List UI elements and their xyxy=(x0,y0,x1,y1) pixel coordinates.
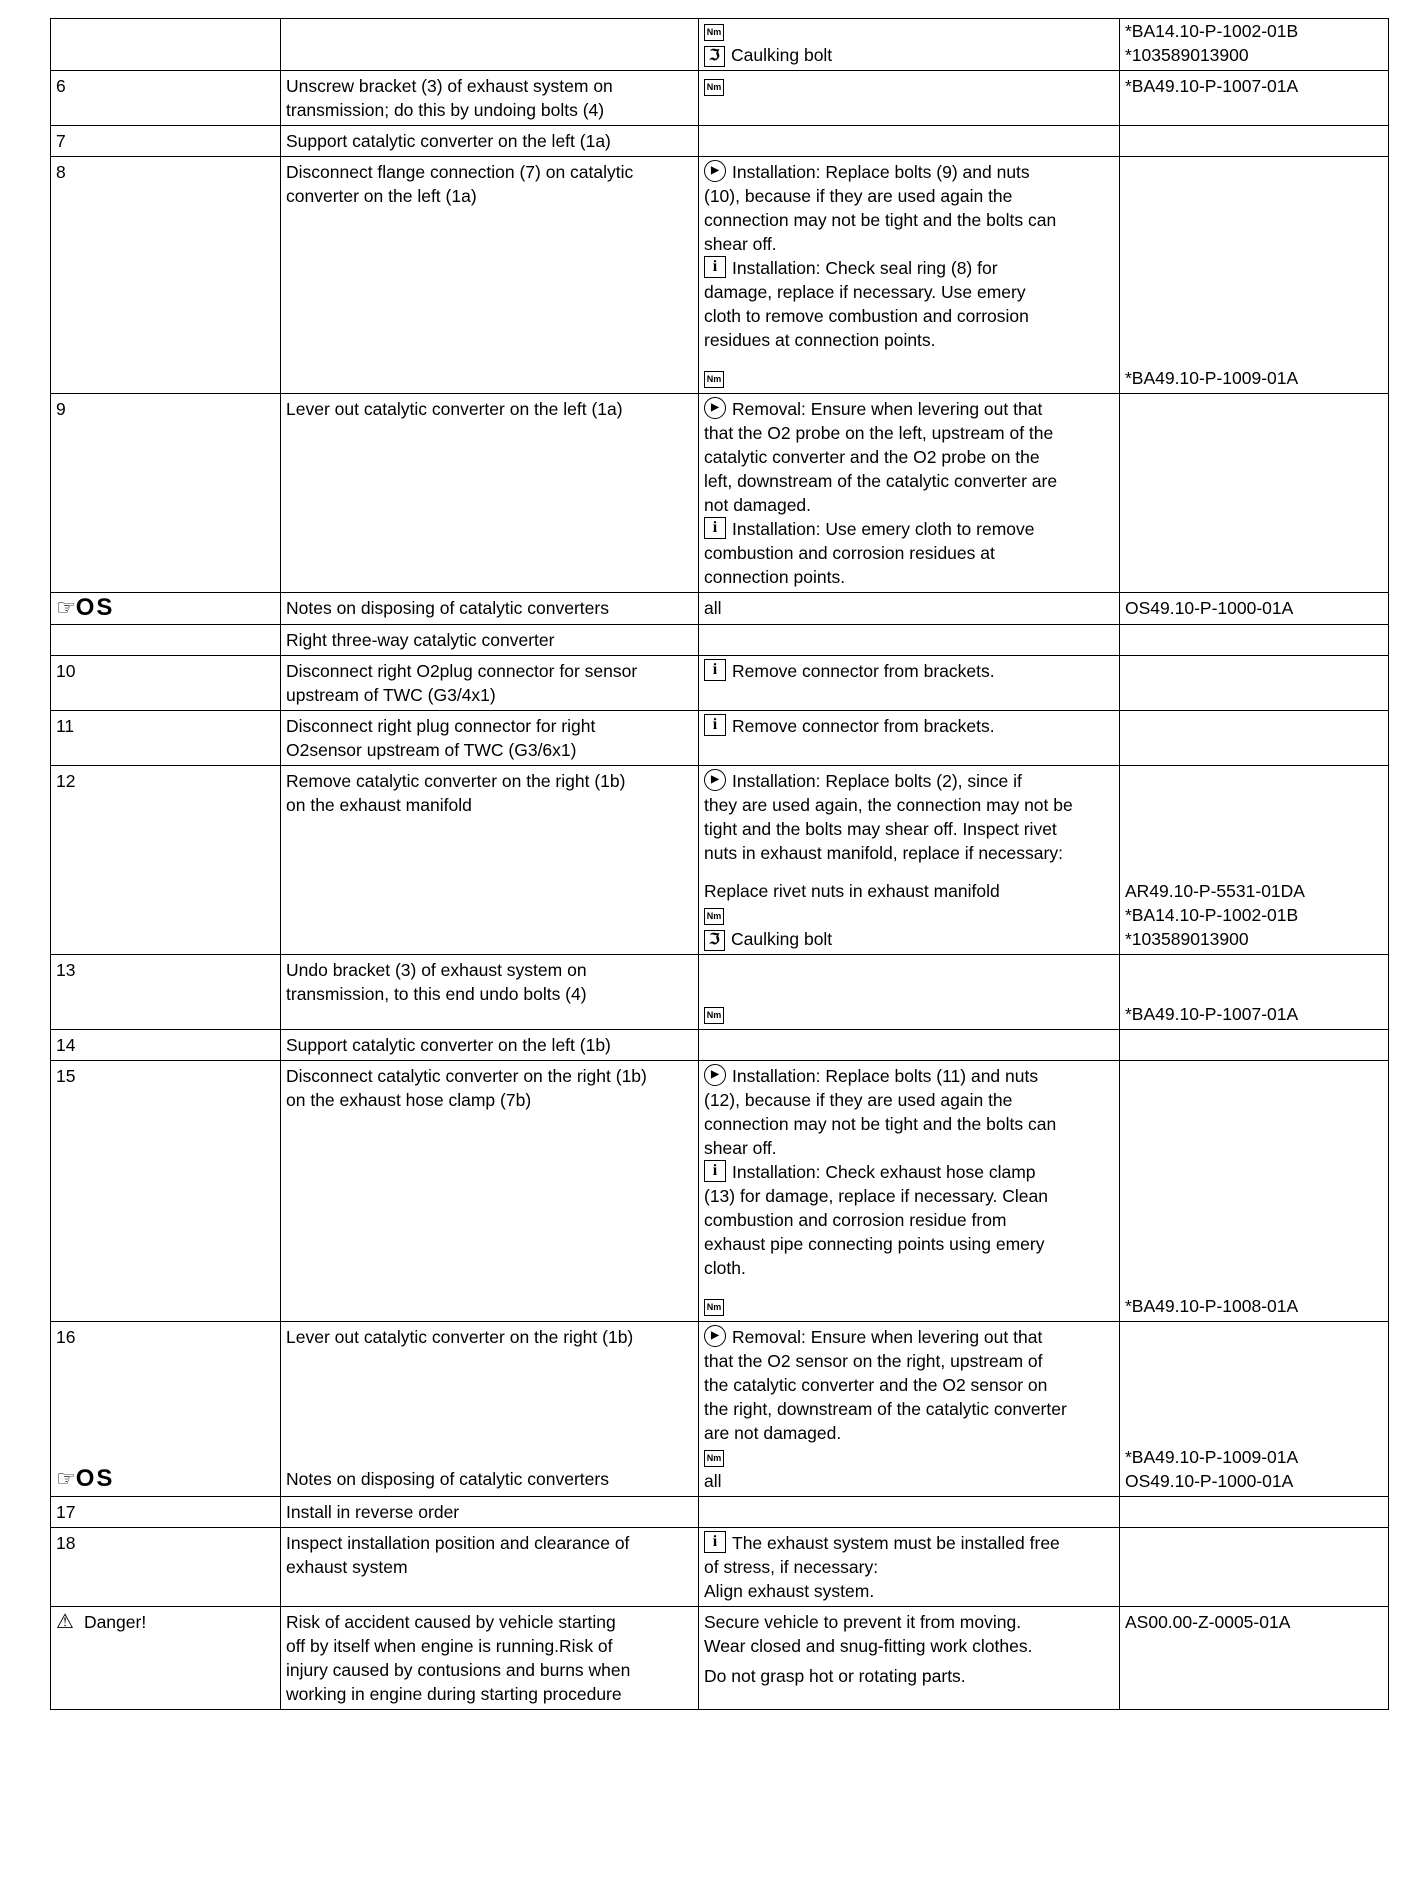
ref-cell xyxy=(1120,711,1389,766)
notes-cell xyxy=(699,1061,1120,1322)
note-line: left, downstream of the catalytic converter are xyxy=(704,471,1058,491)
table-row xyxy=(51,1061,1389,1322)
removal-icon: ▶ xyxy=(704,1325,726,1347)
task-cell: Support catalytic converter on the left (1b) xyxy=(281,1030,699,1061)
task-line: injury caused by contusions and burns when xyxy=(286,1660,631,1680)
task-line: Lever out catalytic converter on the right (1b) xyxy=(286,1327,634,1347)
installation-icon: ▶ xyxy=(704,160,726,182)
task-line: exhaust system xyxy=(286,1557,408,1577)
note-line: they are used again, the connection may not be xyxy=(704,795,1073,815)
ref-cell xyxy=(1120,955,1389,1030)
rivet-ref: AR49.10-P-5531-01DA xyxy=(1125,881,1305,901)
note-line: residues at connection points. xyxy=(704,330,936,350)
note-line: connection may not be tight and the bolts can xyxy=(704,1114,1057,1134)
os-task: Notes on disposing of catalytic converters xyxy=(286,1469,609,1489)
note-line: not damaged. xyxy=(704,495,812,515)
task-line: working in engine during starting procedure xyxy=(286,1684,622,1704)
note-line: that the O2 probe on the left, upstream of the xyxy=(704,423,1054,443)
note-line: exhaust pipe connecting points using emery xyxy=(704,1234,1045,1254)
notes-cell xyxy=(699,157,1120,394)
tool-label: Caulking bolt xyxy=(731,929,833,949)
note-line: shear off. xyxy=(704,1138,777,1158)
task-line: Risk of accident caused by vehicle starting xyxy=(286,1612,616,1632)
notes-cell xyxy=(699,19,1120,71)
table-row xyxy=(51,656,1389,711)
tool-ref: *103589013900 xyxy=(1125,45,1249,65)
note-line: Installation: Use emery cloth to remove xyxy=(732,519,1035,539)
danger-cell xyxy=(51,1607,281,1710)
task-cell xyxy=(281,656,699,711)
table-row xyxy=(51,71,1389,126)
table-row xyxy=(51,394,1389,593)
note-line: cloth. xyxy=(704,1258,746,1278)
torque-icon: Nm xyxy=(704,1299,724,1316)
ref-cell xyxy=(1120,19,1389,71)
notes-cell xyxy=(699,126,1120,157)
torque-ref: *BA49.10-P-1009-01A xyxy=(1125,368,1299,388)
info-icon: i xyxy=(704,659,726,681)
task-cell: Notes on disposing of catalytic converters xyxy=(281,593,699,625)
table-row xyxy=(51,19,1389,71)
note-line: tight and the bolts may shear off. Inspect rivet xyxy=(704,819,1057,839)
task-line: O2sensor upstream of TWC (G3/6x1) xyxy=(286,740,577,760)
ref-cell: AS00.00-Z-0005-01A xyxy=(1120,1607,1389,1710)
tool-ref: *103589013900 xyxy=(1125,929,1249,949)
note-line: the catalytic converter and the O2 sensor on xyxy=(704,1375,1048,1395)
note-line: nuts in exhaust manifold, replace if necessary: xyxy=(704,843,1063,863)
info-icon: i xyxy=(704,256,726,278)
os-label: OS xyxy=(75,594,115,621)
task-cell xyxy=(281,711,699,766)
task-line: off by itself when engine is running.Risk of xyxy=(286,1636,613,1656)
ref-cell xyxy=(1120,1061,1389,1322)
step-number: 17 xyxy=(51,1497,281,1528)
info-icon: i xyxy=(704,1160,726,1182)
note-line: Installation: Check seal ring (8) for xyxy=(732,258,998,278)
torque-ref: *BA49.10-P-1007-01A xyxy=(1125,1004,1299,1024)
step-cell xyxy=(51,19,281,71)
table-row xyxy=(51,593,1389,625)
pointing-hand-icon: ☞ xyxy=(56,1466,76,1491)
note-line: shear off. xyxy=(704,234,777,254)
note-line: are not damaged. xyxy=(704,1423,842,1443)
table-row xyxy=(51,711,1389,766)
section-heading: Right three-way catalytic converter xyxy=(281,625,699,656)
note-line: Installation: Replace bolts (11) and nuts xyxy=(732,1066,1039,1086)
notes-cell xyxy=(699,394,1120,593)
torque-ref: *BA14.10-P-1002-01B xyxy=(1125,21,1299,41)
ref-cell: OS49.10-P-1000-01A xyxy=(1120,593,1389,625)
step-number: 12 xyxy=(51,766,281,955)
notes-cell xyxy=(699,625,1120,656)
task-cell: Support catalytic converter on the left (1a) xyxy=(281,126,699,157)
table-row xyxy=(51,955,1389,1030)
task-cell: Lever out catalytic converter on the left (1a) xyxy=(281,394,699,593)
task-line: transmission; do this by undoing bolts (4) xyxy=(286,100,605,120)
task-line: on the exhaust manifold xyxy=(286,795,472,815)
pointing-hand-icon: ☞ xyxy=(56,595,76,620)
note-line: Do not grasp hot or rotating parts. xyxy=(704,1666,966,1686)
step-number: 14 xyxy=(51,1030,281,1061)
torque-icon: Nm xyxy=(704,79,724,96)
table-row xyxy=(51,625,1389,656)
note-line: Installation: Replace bolts (2), since if xyxy=(732,771,1022,791)
step-cell xyxy=(51,625,281,656)
torque-icon: Nm xyxy=(704,1007,724,1024)
task-cell xyxy=(281,71,699,126)
step-number: 7 xyxy=(51,126,281,157)
table-row xyxy=(51,126,1389,157)
note-line: (10), because if they are used again the xyxy=(704,186,1013,206)
table-row xyxy=(51,1030,1389,1061)
removal-icon: ▶ xyxy=(704,397,726,419)
ref-cell xyxy=(1120,1030,1389,1061)
note-line: the right, downstream of the catalytic converter xyxy=(704,1399,1067,1419)
os-cell xyxy=(51,593,281,625)
warning-triangle-icon: ⚠ xyxy=(56,1611,74,1633)
task-line: Disconnect right plug connector for right xyxy=(286,716,596,736)
task-line: Undo bracket (3) of exhaust system on xyxy=(286,960,587,980)
table-row xyxy=(51,1528,1389,1607)
task-cell xyxy=(281,766,699,955)
step-label: 16 xyxy=(56,1327,76,1347)
task-cell xyxy=(281,1061,699,1322)
notes-cell xyxy=(699,1607,1120,1710)
ref-cell xyxy=(1120,157,1389,394)
os-scope: all xyxy=(704,1471,722,1491)
ref-cell: *BA49.10-P-1007-01A xyxy=(1120,71,1389,126)
task-line: Remove catalytic converter on the right (1b) xyxy=(286,771,626,791)
note-line: connection may not be tight and the bolts can xyxy=(704,210,1057,230)
step-number: 15 xyxy=(51,1061,281,1322)
note-line: Remove connector from brackets. xyxy=(732,661,995,681)
ref-cell xyxy=(1120,766,1389,955)
note-line: of stress, if necessary: xyxy=(704,1557,879,1577)
torque-icon: Nm xyxy=(704,371,724,388)
torque-ref: *BA49.10-P-1009-01A xyxy=(1125,1447,1299,1467)
step-number: 6 xyxy=(51,71,281,126)
torque-icon: Nm xyxy=(704,1450,724,1467)
note-line: (13) for damage, replace if necessary. Clean xyxy=(704,1186,1049,1206)
ref-cell xyxy=(1120,1322,1389,1497)
danger-label: Danger! xyxy=(83,1612,147,1632)
notes-cell xyxy=(699,1322,1120,1497)
notes-cell xyxy=(699,711,1120,766)
torque-ref: *BA14.10-P-1002-01B xyxy=(1125,905,1299,925)
note-line: (12), because if they are used again the xyxy=(704,1090,1013,1110)
note-line: Installation: Check exhaust hose clamp xyxy=(732,1162,1036,1182)
torque-icon: Nm xyxy=(704,908,724,925)
step-number: 8 xyxy=(51,157,281,394)
tool-icon: ℑ xyxy=(704,930,725,951)
step-number: 9 xyxy=(51,394,281,593)
info-icon: i xyxy=(704,714,726,736)
task-cell xyxy=(281,1528,699,1607)
notes-cell xyxy=(699,1528,1120,1607)
table-row xyxy=(51,766,1389,955)
task-cell xyxy=(281,157,699,394)
installation-icon: ▶ xyxy=(704,769,726,791)
note-line: combustion and corrosion residue from xyxy=(704,1210,1007,1230)
task-line: Disconnect catalytic converter on the right (1b) xyxy=(286,1066,647,1086)
note-line: cloth to remove combustion and corrosion xyxy=(704,306,1029,326)
info-icon: i xyxy=(704,1531,726,1553)
tool-icon: ℑ xyxy=(704,46,725,67)
torque-ref: *BA49.10-P-1008-01A xyxy=(1125,1296,1299,1316)
note-line: Wear closed and snug-fitting work clothes. xyxy=(704,1636,1033,1656)
note-line: combustion and corrosion residues at xyxy=(704,543,995,563)
table-row xyxy=(51,1497,1389,1528)
info-icon: i xyxy=(704,517,726,539)
installation-icon: ▶ xyxy=(704,1064,726,1086)
step-number xyxy=(51,1322,281,1497)
task-line: Disconnect right O2plug connector for sensor xyxy=(286,661,638,681)
ref-cell xyxy=(1120,625,1389,656)
note-line: Align exhaust system. xyxy=(704,1581,875,1601)
note-line: catalytic converter and the O2 probe on the xyxy=(704,447,1040,467)
note-line: damage, replace if necessary. Use emery xyxy=(704,282,1026,302)
ref-cell xyxy=(1120,1497,1389,1528)
note-line: Secure vehicle to prevent it from moving. xyxy=(704,1612,1022,1632)
note-line: Installation: Replace bolts (9) and nuts xyxy=(732,162,1030,182)
task-cell xyxy=(281,955,699,1030)
table-row xyxy=(51,1322,1389,1497)
ref-cell xyxy=(1120,394,1389,593)
notes-cell xyxy=(699,1030,1120,1061)
notes-cell: all xyxy=(699,593,1120,625)
task-line: Disconnect flange connection (7) on catalytic xyxy=(286,162,634,182)
note-line: Removal: Ensure when levering out that xyxy=(732,399,1043,419)
note-line: The exhaust system must be installed free xyxy=(732,1533,1060,1553)
task-cell: Install in reverse order xyxy=(281,1497,699,1528)
note-line: connection points. xyxy=(704,567,846,587)
table-row xyxy=(51,1607,1389,1710)
notes-cell xyxy=(699,1497,1120,1528)
task-line: upstream of TWC (G3/4x1) xyxy=(286,685,496,705)
task-line: Unscrew bracket (3) of exhaust system on xyxy=(286,76,613,96)
notes-cell xyxy=(699,656,1120,711)
rivet-note: Replace rivet nuts in exhaust manifold xyxy=(704,881,1000,901)
task-cell xyxy=(281,19,699,71)
ref-cell xyxy=(1120,656,1389,711)
note-line: that the O2 sensor on the right, upstream of xyxy=(704,1351,1043,1371)
task-cell xyxy=(281,1322,699,1497)
torque-icon: Nm xyxy=(704,24,724,41)
procedure-table xyxy=(50,18,1389,1710)
notes-cell xyxy=(699,955,1120,1030)
task-cell xyxy=(281,1607,699,1710)
os-label: OS xyxy=(75,1465,115,1492)
step-number: 10 xyxy=(51,656,281,711)
notes-cell xyxy=(699,766,1120,955)
ref-cell xyxy=(1120,1528,1389,1607)
task-line: transmission, to this end undo bolts (4) xyxy=(286,984,587,1004)
table-row xyxy=(51,157,1389,394)
note-line: Removal: Ensure when levering out that xyxy=(732,1327,1043,1347)
tool-label: Caulking bolt xyxy=(731,45,833,65)
os-ref: OS49.10-P-1000-01A xyxy=(1125,1471,1294,1491)
task-line: converter on the left (1a) xyxy=(286,186,477,206)
notes-cell xyxy=(699,71,1120,126)
task-line: on the exhaust hose clamp (7b) xyxy=(286,1090,532,1110)
step-number: 13 xyxy=(51,955,281,1030)
step-number: 11 xyxy=(51,711,281,766)
ref-cell xyxy=(1120,126,1389,157)
task-line: Inspect installation position and clearance of xyxy=(286,1533,630,1553)
step-number: 18 xyxy=(51,1528,281,1607)
note-line: Remove connector from brackets. xyxy=(732,716,995,736)
